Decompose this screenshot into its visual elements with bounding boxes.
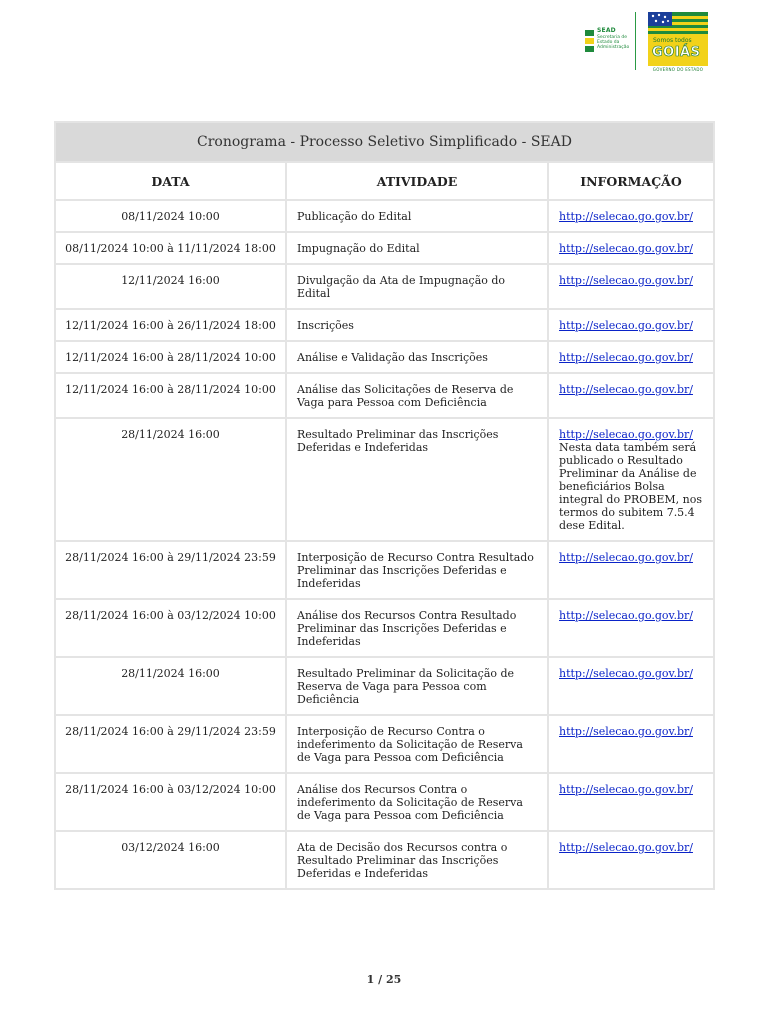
cell-atividade: Análise dos Recursos Contra o indeferimento da Solicitação de Reserva de Vaga para Pessoa com Deficiência <box>286 773 548 831</box>
cell-atividade: Análise dos Recursos Contra Resultado Preliminar das Inscrições Deferidas e Indeferidas <box>286 599 548 657</box>
page-number: 1 / 25 <box>366 973 402 986</box>
selecao-link[interactable]: http://selecao.go.gov.br/ <box>559 210 693 223</box>
selecao-link[interactable]: http://selecao.go.gov.br/ <box>559 428 693 441</box>
goias-logo <box>648 12 708 72</box>
cell-data: 28/11/2024 16:00 à 03/12/2024 10:00 <box>55 773 286 831</box>
cell-data: 28/11/2024 16:00 à 03/12/2024 10:00 <box>55 599 286 657</box>
cell-informacao <box>548 599 714 657</box>
table-row <box>55 309 714 341</box>
page-header <box>0 0 768 80</box>
table-title-row <box>55 122 714 162</box>
table-row <box>55 773 714 831</box>
cell-atividade: Análise das Solicitações de Reserva de Vaga para Pessoa com Deficiência <box>286 373 548 418</box>
selecao-link[interactable]: http://selecao.go.gov.br/ <box>559 667 693 680</box>
cell-data: 28/11/2024 16:00 à 29/11/2024 23:59 <box>55 715 286 773</box>
cell-atividade: Impugnação do Edital <box>286 232 548 264</box>
cell-atividade: Publicação do Edital <box>286 200 548 232</box>
table-row <box>55 715 714 773</box>
schedule-table-container <box>54 121 713 890</box>
cell-data: 12/11/2024 16:00 à 28/11/2024 10:00 <box>55 373 286 418</box>
table-row <box>55 418 714 541</box>
selecao-link[interactable]: http://selecao.go.gov.br/ <box>559 319 693 332</box>
selecao-link[interactable]: http://selecao.go.gov.br/ <box>559 242 693 255</box>
column-header-informacao: INFORMAÇÃO <box>548 162 714 200</box>
sead-subtitle: Secretaria de Estado da Administração <box>597 35 630 50</box>
cell-informacao <box>548 773 714 831</box>
cell-data: 12/11/2024 16:00 <box>55 264 286 309</box>
selecao-link[interactable]: http://selecao.go.gov.br/ <box>559 609 693 622</box>
cell-atividade: Análise e Validação das Inscrições <box>286 341 548 373</box>
selecao-link[interactable]: http://selecao.go.gov.br/ <box>559 841 693 854</box>
table-row <box>55 264 714 309</box>
selecao-link[interactable]: http://selecao.go.gov.br/ <box>559 783 693 796</box>
cell-informacao <box>548 541 714 599</box>
goias-flag-icon <box>648 12 708 34</box>
table-row <box>55 831 714 889</box>
cell-data: 28/11/2024 16:00 à 29/11/2024 23:59 <box>55 541 286 599</box>
table-row <box>55 232 714 264</box>
cell-informacao <box>548 373 714 418</box>
cell-atividade: Interposição de Recurso Contra o indeferimento da Solicitação de Reserva de Vaga para Pessoa com Deficiência <box>286 715 548 773</box>
information-note: Nesta data também será publicado o Resultado Preliminar da Análise de beneficiários Bolsa integral do PROBEM, nos termos do subitem 7.5.4 dese Edital. <box>559 441 702 532</box>
table-header-row <box>55 162 714 200</box>
column-header-data: DATA <box>55 162 286 200</box>
goias-name: GOIÁS <box>652 45 701 60</box>
column-header-atividade: ATIVIDADE <box>286 162 548 200</box>
cell-informacao <box>548 715 714 773</box>
cell-data: 12/11/2024 16:00 à 26/11/2024 18:00 <box>55 309 286 341</box>
sead-logo <box>585 27 630 61</box>
selecao-link[interactable]: http://selecao.go.gov.br/ <box>559 551 693 564</box>
table-row <box>55 657 714 715</box>
cell-informacao <box>548 200 714 232</box>
sead-title: SEAD <box>597 27 616 34</box>
cell-data: 12/11/2024 16:00 à 28/11/2024 10:00 <box>55 341 286 373</box>
cell-informacao <box>548 657 714 715</box>
selecao-link[interactable]: http://selecao.go.gov.br/ <box>559 383 693 396</box>
selecao-link[interactable]: http://selecao.go.gov.br/ <box>559 725 693 738</box>
sead-mark-icon <box>585 30 594 52</box>
logo-divider <box>635 12 636 70</box>
schedule-table <box>54 121 715 890</box>
goias-wordmark <box>648 34 708 66</box>
cell-atividade: Ata de Decisão dos Recursos contra o Resultado Preliminar das Inscrições Deferidas e Indeferidas <box>286 831 548 889</box>
cell-informacao <box>548 232 714 264</box>
cell-data: 28/11/2024 16:00 <box>55 418 286 541</box>
cell-data: 08/11/2024 10:00 à 11/11/2024 18:00 <box>55 232 286 264</box>
cell-atividade: Resultado Preliminar das Inscrições Deferidas e Indeferidas <box>286 418 548 541</box>
cell-atividade: Resultado Preliminar da Solicitação de Reserva de Vaga para Pessoa com Deficiência <box>286 657 548 715</box>
cell-informacao <box>548 831 714 889</box>
goias-government-label: GOVERNO DO ESTADO <box>652 67 704 72</box>
cell-atividade: Divulgação da Ata de Impugnação do Edital <box>286 264 548 309</box>
cell-informacao <box>548 264 714 309</box>
table-row <box>55 200 714 232</box>
cell-atividade: Inscrições <box>286 309 548 341</box>
cell-informacao <box>548 418 714 541</box>
cell-data: 08/11/2024 10:00 <box>55 200 286 232</box>
table-row <box>55 341 714 373</box>
selecao-link[interactable]: http://selecao.go.gov.br/ <box>559 274 693 287</box>
cell-atividade: Interposição de Recurso Contra Resultado Preliminar das Inscrições Deferidas e Indeferidas <box>286 541 548 599</box>
goias-slogan: Somos todos <box>653 37 692 44</box>
selecao-link[interactable]: http://selecao.go.gov.br/ <box>559 351 693 364</box>
cell-informacao <box>548 341 714 373</box>
table-row <box>55 599 714 657</box>
table-row <box>55 541 714 599</box>
cell-data: 28/11/2024 16:00 <box>55 657 286 715</box>
table-row <box>55 373 714 418</box>
cell-informacao <box>548 309 714 341</box>
table-title: Cronograma - Processo Seletivo Simplificado - SEAD <box>55 122 714 162</box>
cell-data: 03/12/2024 16:00 <box>55 831 286 889</box>
